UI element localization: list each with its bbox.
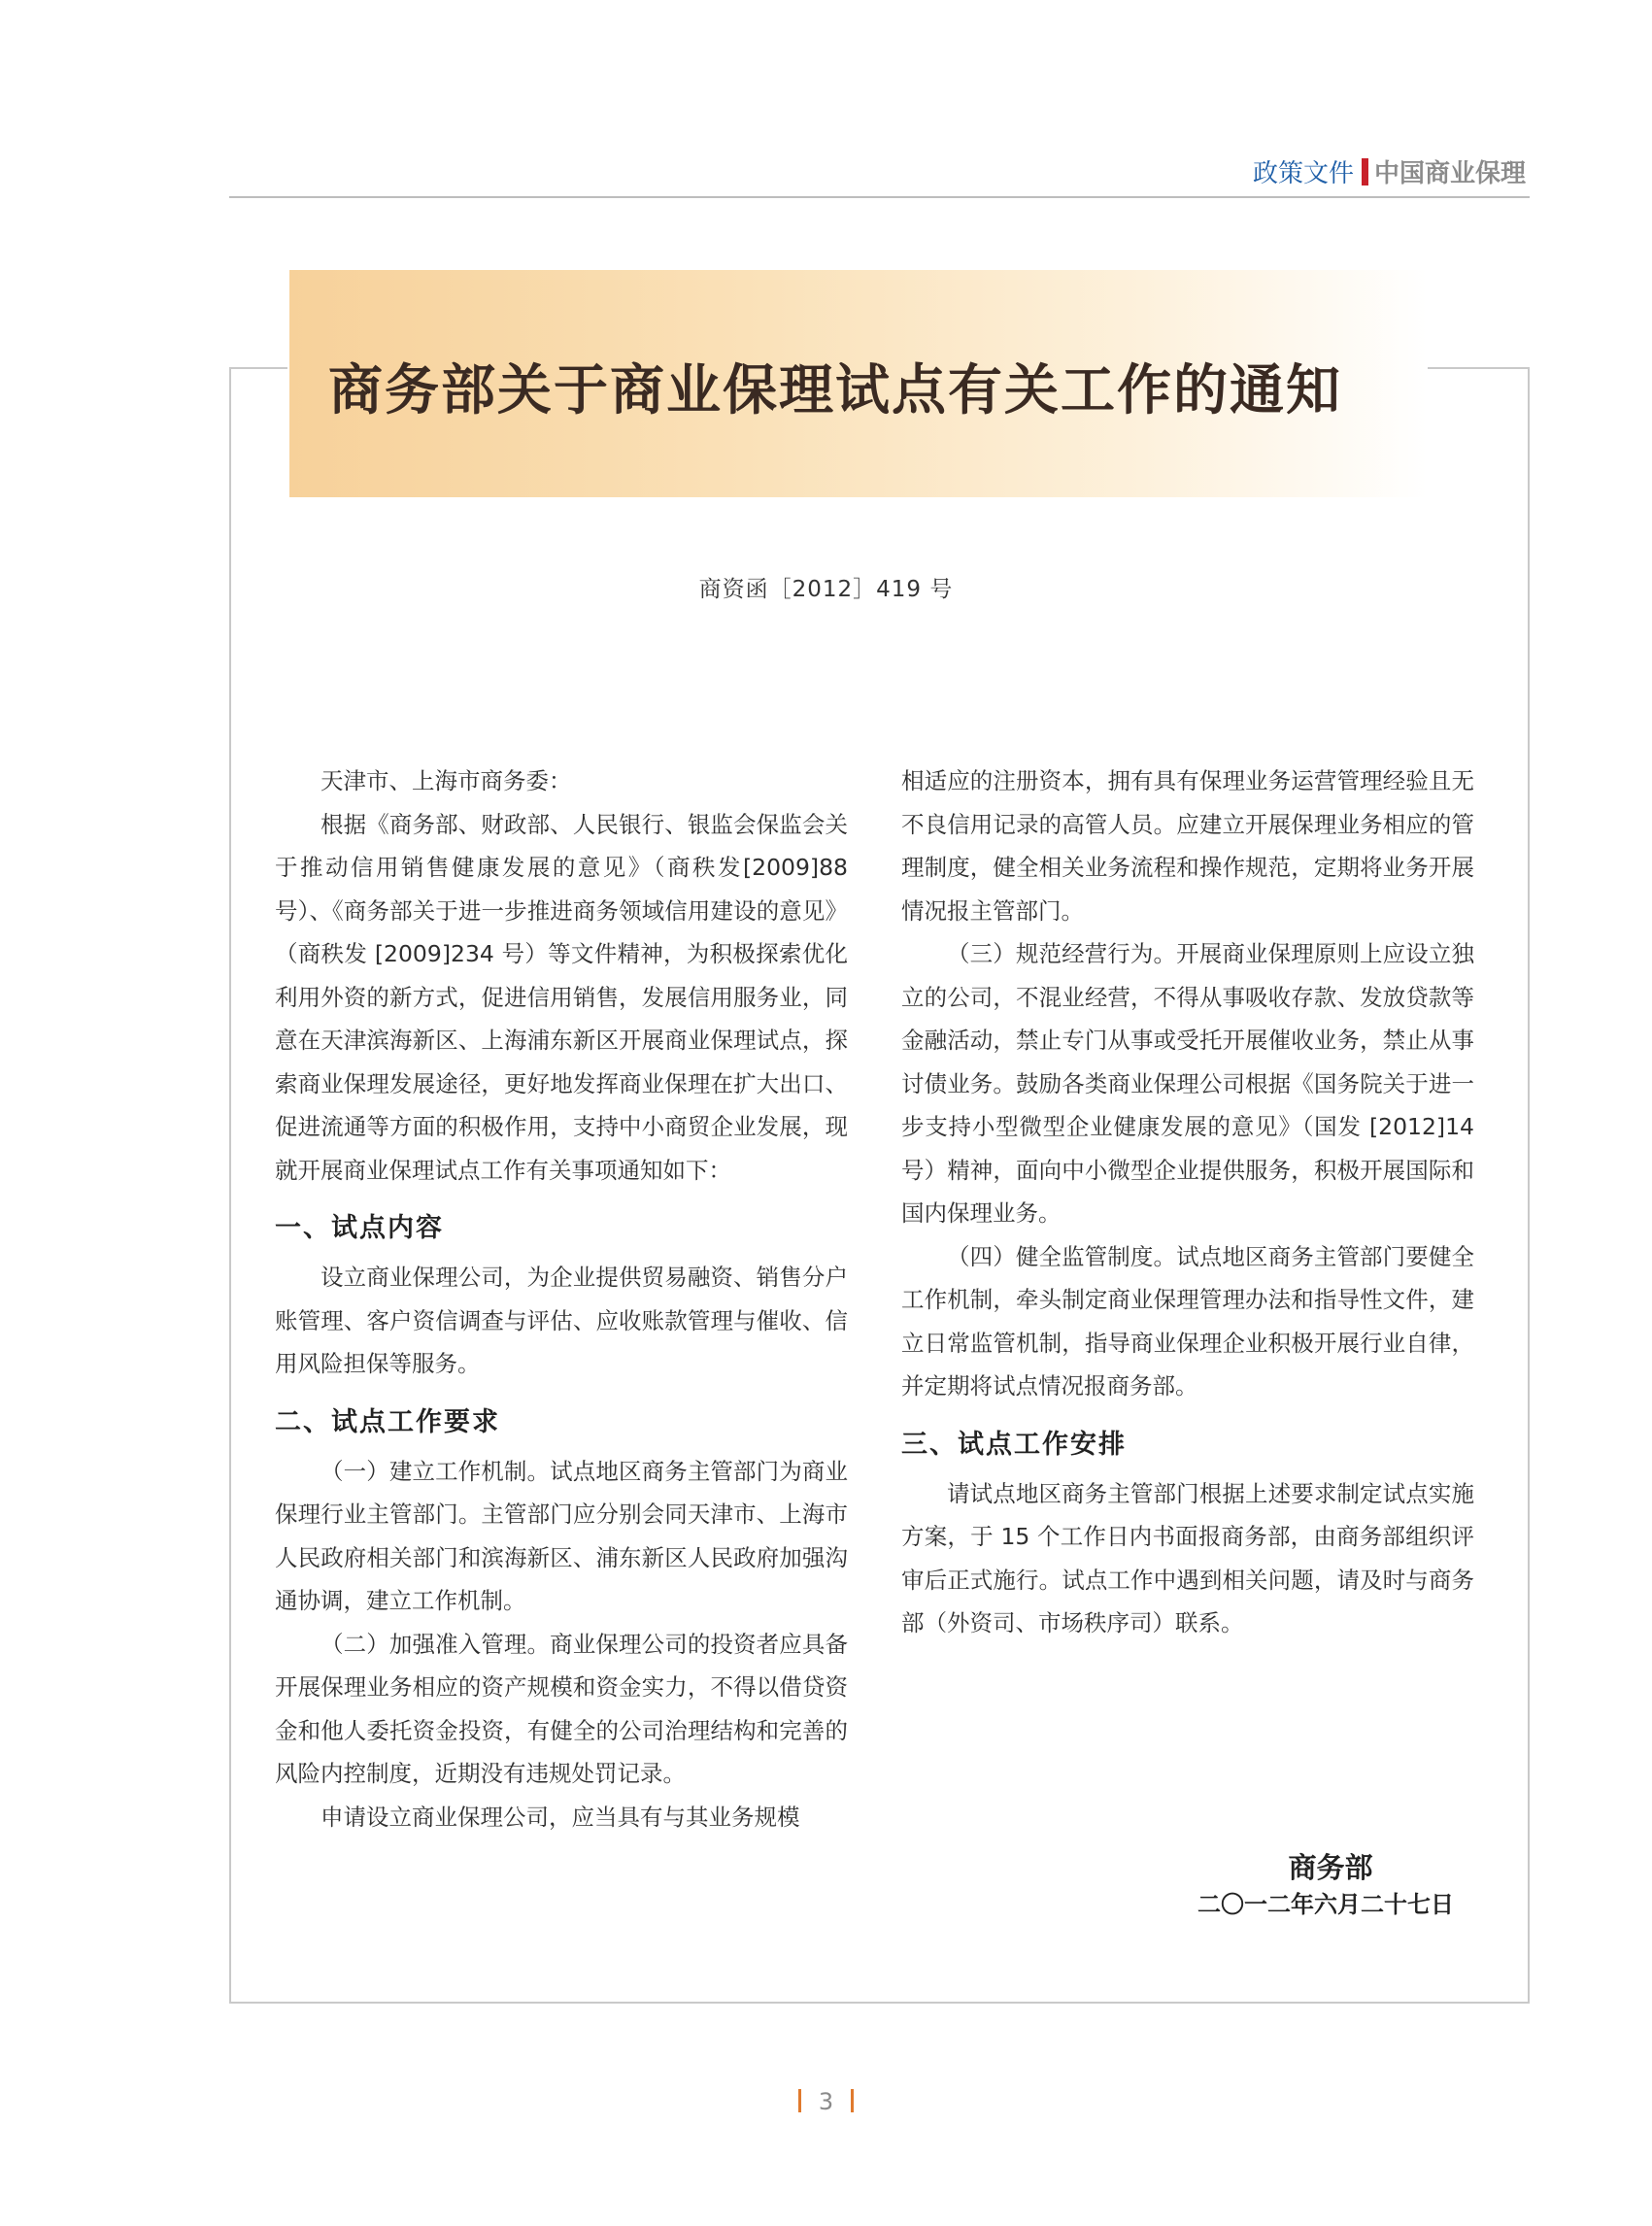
section-heading-3: 三、试点工作安排 — [901, 1429, 1127, 1460]
section2-item-2: （二）加强准入管理。商业保理公司的投资者应具备开展保理业务相应的资产规模和资金实力，不得以借贷资金和他人委托资金投资，有健全的公司治理结构和完善的风险内控制度，近期没有违规处罚记录。 — [275, 1630, 848, 1787]
header-divider — [1362, 158, 1368, 186]
document-number: 商资函［2012］419 号 — [698, 577, 954, 602]
signing-date: 二〇一二年六月二十七日 — [1197, 1890, 1454, 1918]
continuation-paragraph: 相适应的注册资本，拥有具有保理业务运营管理经验且无不良信用记录的高管人员。应建立开展保理业务相应的管理制度，健全相关业务流程和操作规范，定期将业务开展情况报主管部门。 — [901, 767, 1474, 925]
page-number-bar-left — [798, 2089, 801, 2112]
section1-paragraph: 设立商业保理公司，为企业提供贸易融资、销售分户账管理、客户资信调查与评估、应收账款管理与催收、信用风险担保等服务。 — [275, 1264, 848, 1377]
salutation: 天津市、上海市商务委： — [320, 767, 572, 794]
right-column — [901, 759, 1474, 1645]
intro-paragraph: 根据《商务部、财政部、人民银行、银监会保监会关于推动信用销售健康发展的意见》（商秩发[2009]88 号）、《商务部关于进一步推进商务领域信用建设的意见》（商秩发 [2009]234 号）等文件精神，为积极探索优化利用外资的新方式，促进信用销售，发展信用服务业，同意在天津滨海新区、上海浦东新区开展商业保理试点，探索商业保理发展途径，更好地发挥商业保理在扩大出口、促进流通等方面的积极作用，支持中小商贸企业发展，现就开展商业保理试点工作有关事项通知如下： — [275, 810, 848, 1184]
header-rule — [229, 196, 1530, 198]
section2-item-4: （四）健全监管制度。试点地区商务主管部门要健全工作机制，牵头制定商业保理管理办法和指导性文件，建立日常监管机制，指导商业保理企业积极开展行业自律，并定期将试点情况报商务部。 — [901, 1242, 1474, 1400]
frame-top-right-edge — [1428, 367, 1528, 369]
left-column — [275, 759, 848, 1838]
section2-item-3: （三）规范经营行为。开展商业保理原则上应设立独立的公司，不混业经营，不得从事吸收存款、发放贷款等金融活动，禁止专门从事或受托开展催收业务，禁止从事讨债业务。鼓励各类商业保理公司根据《国务院关于进一步支持小型微型企业健康发展的意见》（国发 [2012]14 号）精神，面向中小微型企业提供服务，积极开展国际和国内保理业务。 — [901, 940, 1474, 1227]
section3-paragraph: 请试点地区商务主管部门根据上述要求制定试点实施方案，于 15 个工作日内书面报商务部，由商务部组织评审后正式施行。试点工作中遇到相关问题，请及时与商务部（外资司、市场秩序司）联系。 — [901, 1479, 1474, 1636]
signing-organization: 商务部 — [1288, 1851, 1373, 1884]
publication-name: 中国商业保理 — [1373, 159, 1526, 188]
signature-block — [1195, 1848, 1467, 1922]
page-number-value: 3 — [818, 2088, 834, 2115]
document-title: 商务部关于商业保理试点有关工作的通知 — [328, 358, 1342, 422]
section-heading-1: 一、试点内容 — [275, 1213, 444, 1243]
section-label: 政策文件 — [1252, 159, 1354, 188]
page-number — [0, 2088, 1652, 2115]
frame-top-left-edge — [229, 367, 287, 369]
section2-item-2-continued: 申请设立商业保理公司，应当具有与其业务规模 — [320, 1803, 800, 1831]
section2-item-1: （一）建立工作机制。试点地区商务主管部门为商业保理行业主管部门。主管部门应分别会同天津市、上海市人民政府相关部门和滨海新区、浦东新区人民政府加强沟通协调，建立工作机制。 — [275, 1457, 848, 1614]
section-heading-2: 二、试点工作要求 — [275, 1406, 500, 1437]
page-number-bar-right — [851, 2089, 854, 2112]
running-header — [1253, 153, 1526, 189]
